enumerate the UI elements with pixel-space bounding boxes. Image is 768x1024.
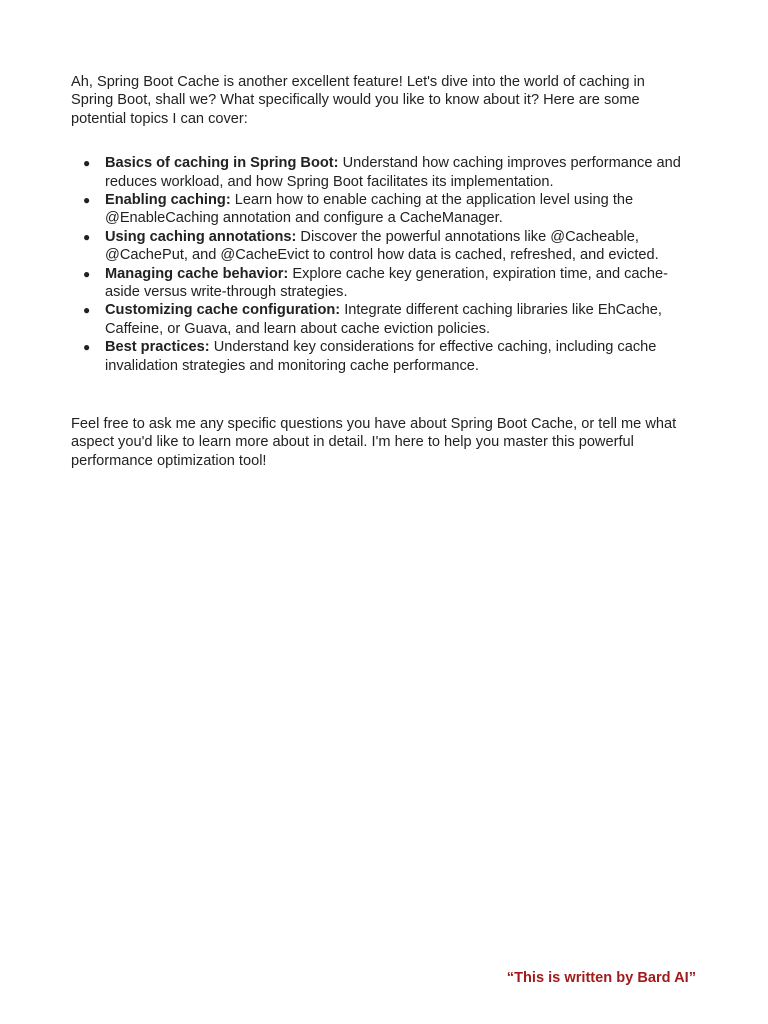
outro-paragraph: Feel free to ask me any specific questions you have about Spring Boot Cache, or tell me what aspect you'd like to learn more about in detail. I'm here to help you master this powerful performance optimization tool! [71, 416, 677, 469]
topics-list [71, 154, 691, 375]
topic-text: Learn how to enable caching at the application level using the @EnableCaching annotation and configure a CacheManager. [105, 192, 634, 227]
topic-title: Managing cache behavior: [105, 265, 289, 282]
topic-title: Customizing cache configuration: [105, 302, 341, 319]
attribution-note: “This is written by Bard AI” [506, 970, 696, 986]
list-item [71, 265, 691, 302]
topic-text: Integrate different caching libraries like EhCache, Caffeine, or Guava, and learn about cache eviction policies. [105, 302, 662, 337]
bullet-icon: ● [83, 303, 91, 318]
topic-text: Understand how caching improves performance and reduces workload, and how Spring Boot facilitates its implementation. [105, 155, 681, 190]
topic-title: Using caching annotations: [105, 228, 297, 245]
intro-paragraph: Ah, Spring Boot Cache is another excellent feature! Let's dive into the world of caching in Spring Boot, shall we? What specifically would you like to know about it? Here are some potential topics I can cover: [71, 74, 645, 127]
bullet-icon: ● [83, 156, 91, 171]
topic-text: Understand key considerations for effective caching, including cache invalidation strategies and monitoring cache performance. [105, 339, 657, 374]
topic-title: Basics of caching in Spring Boot: [105, 155, 339, 172]
document-body [71, 73, 691, 469]
topic-title: Enabling caching: [105, 192, 231, 209]
bullet-icon: ● [83, 229, 91, 244]
bullet-icon: ● [83, 266, 91, 281]
topic-text: Discover the powerful annotations like @Cacheable, @CachePut, and @CacheEvict to control how data is cached, refreshed, and evicted. [105, 228, 659, 264]
list-item [71, 338, 691, 375]
bullet-icon: ● [83, 340, 91, 355]
topic-title: Best practices: [105, 339, 210, 356]
list-item [71, 191, 691, 228]
list-item [71, 228, 691, 265]
bullet-icon: ● [83, 193, 91, 208]
topic-text: Explore cache key generation, expiration time, and cache-aside versus write-through strategies. [105, 265, 668, 301]
list-item [71, 301, 691, 338]
list-item [71, 154, 691, 191]
